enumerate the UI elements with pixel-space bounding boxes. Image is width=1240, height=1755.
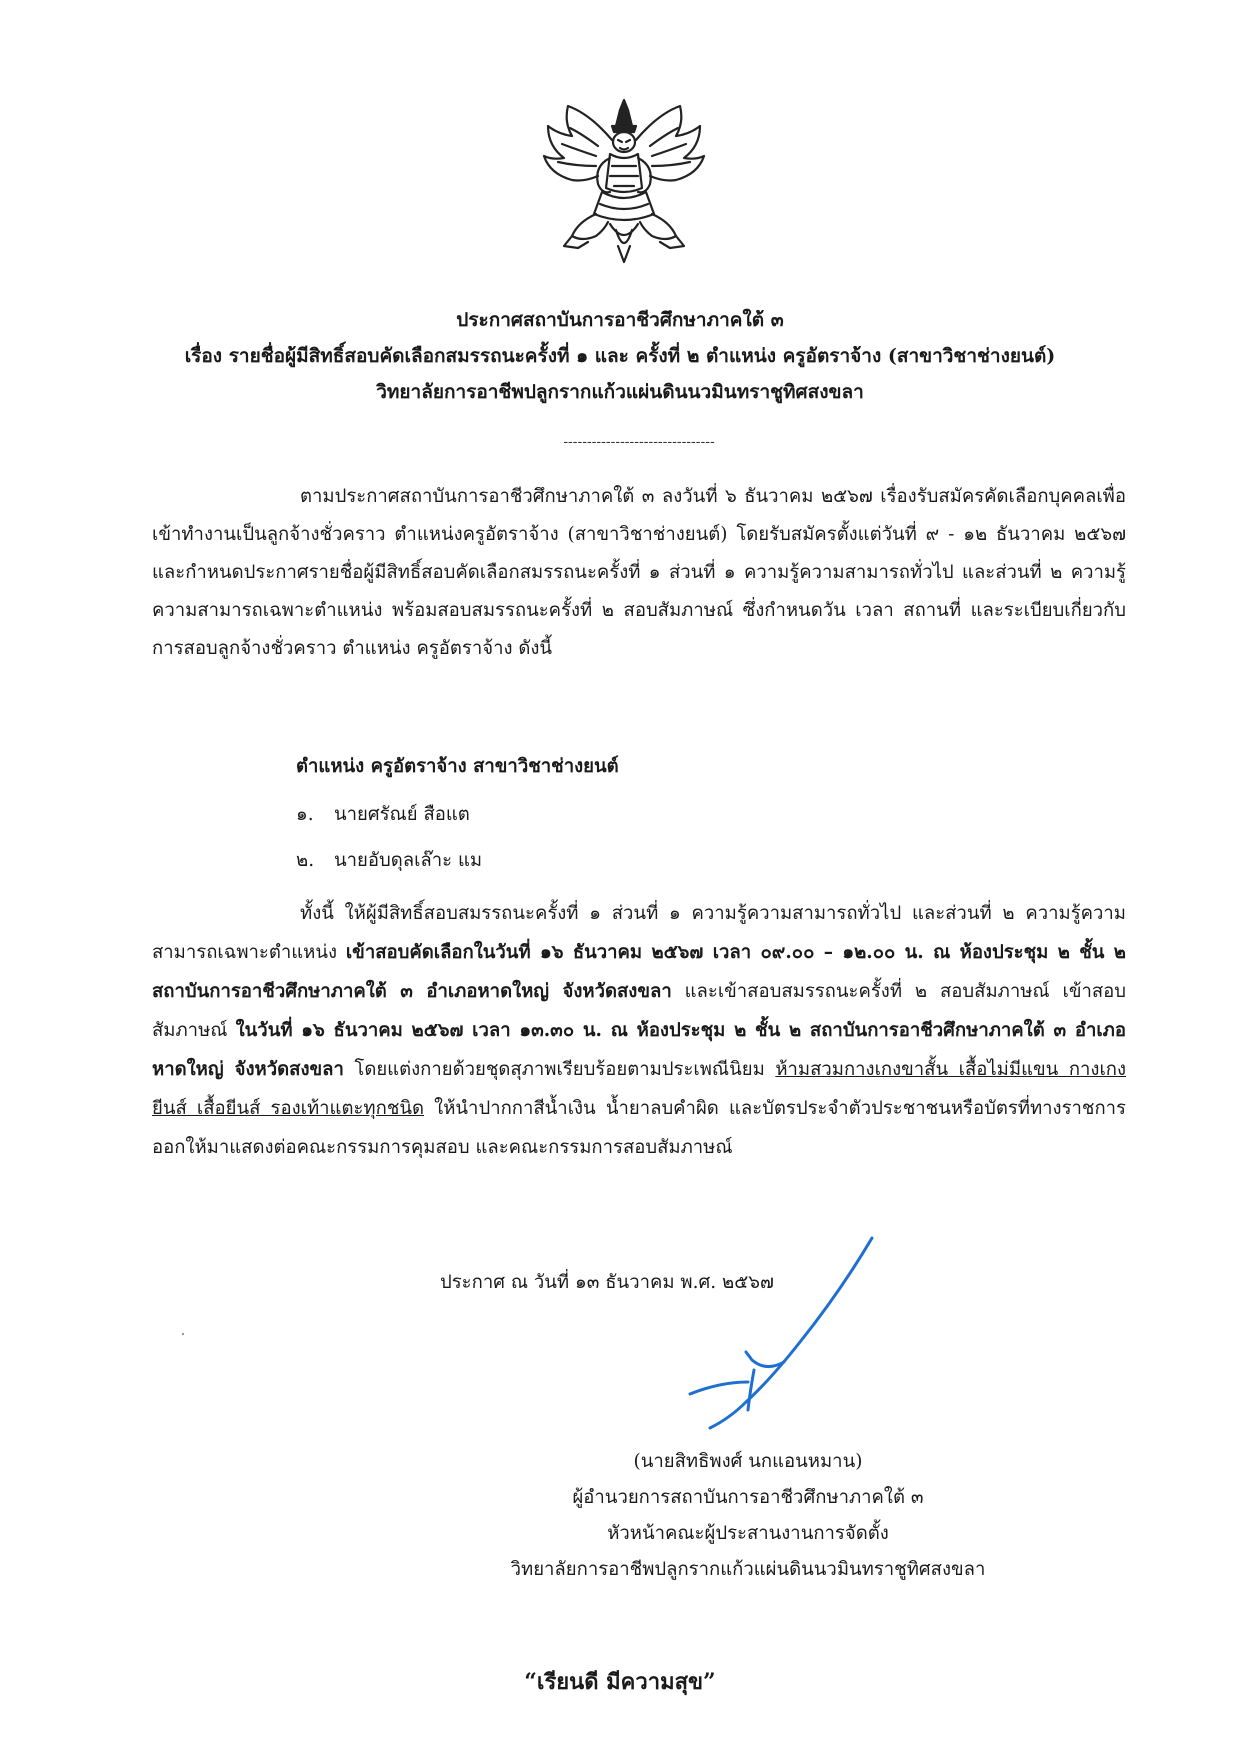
candidate-list	[296, 792, 482, 884]
signer-title-3: วิทยาลัยการอาชีพปลูกรากแก้วแผ่นดินนวมินทราชูทิศสงขลา	[510, 1559, 986, 1580]
dress-code-underlined: ห้ามสวมกางเกงขาสั้น เสื้อไม่มีแขน กางเกงยีนส์ เสื้อยีนส์ รองเท้าแตะทุกชนิด	[152, 1059, 1127, 1119]
signer-title-1: ผู้อำนวยการสถาบันการอาชีวศึกษาภาคใต้ ๓	[572, 1487, 924, 1508]
list-item	[296, 792, 482, 838]
candidate-number: ๒.	[296, 850, 315, 871]
candidate-name: นายศรัณย์ สือแต	[334, 804, 470, 825]
position-title: ตำแหน่ง ครูอัตราจ้าง สาขาวิชาช่างยนต์	[296, 756, 619, 777]
details-paragraph	[152, 894, 1126, 1167]
announcement-header	[120, 302, 1120, 410]
intro-text: ตามประกาศสถาบันการอาชีวศึกษาภาคใต้ ๓ ลงวันที่ ๖ ธันวาคม ๒๕๖๗ เรื่องรับสมัครคัดเลือกบุคคลเพื่อเข้าทำงานเป็นลูกจ้างชั่วคราว ตำแหน่งครูอัตราจ้าง (สาขาวิชาช่างยนต์) โดยรับสมัครตั้งแต่วันที่ ๙ - ๑๒ ธันวาคม ๒๕๖๗ และกำหนดประกาศรายชื่อผู้มีสิทธิ์สอบคัดเลือกสมรรถนะครั้งที่ ๑ ส่วนที่ ๑ ความรู้ความสามารถทั่วไป และส่วนที่ ๒ ความรู้ความสามารถเฉพาะตำแหน่ง พร้อมสอบสมรรถนะครั้งที่ ๒ สอบสัมภาษณ์ ซึ่งกำหนดวัน เวลา สถานที่ และระเบียบเกี่ยวกับการสอบลูกจ้างชั่วคราว ตำแหน่ง ครูอัตราจ้าง ดังนี้	[152, 486, 1126, 659]
signer-name: (นายสิทธิพงศ์ นกแอนหมาน)	[633, 1451, 863, 1472]
garuda-emblem-icon	[538, 96, 710, 264]
intro-paragraph	[152, 478, 1126, 668]
details-text-4: ให้นำปากกาสีน้ำเงิน น้ำยาลบคำผิด และบัตรประจำตัวประชาชนหรือบัตรที่ทางราชการออกให้มาแสดงต่อคณะกรรมการคุมสอบ และคณะกรรมการสอบสัมภาษณ์	[152, 1098, 1126, 1158]
header-line-1: ประกาศสถาบันการอาชีวศึกษาภาคใต้ ๓	[456, 309, 784, 331]
interview-schedule-bold: ในวันที่ ๑๖ ธันวาคม ๒๕๖๗ เวลา ๑๓.๓๐ น. ณ ห้องประชุม ๒ ชั้น ๒ สถาบันการอาชีวศึกษาภาคใต้ ๓ อำเภอหาดใหญ่ จังหวัดสงขลา	[152, 1020, 1126, 1080]
details-text-3: โดยแต่งกายด้วยชุดสุภาพเรียบร้อยตามประเพณีนิยม	[343, 1059, 776, 1080]
scan-speck	[182, 1333, 184, 1335]
signer-block	[448, 1444, 1048, 1588]
candidate-name: นายอับดุลเล๊าะ แม	[334, 850, 483, 871]
details-text-1: ทั้งนี้ ให้ผู้มีสิทธิ์สอบสมรรถนะครั้งที่ ๑ ส่วนที่ ๑ ความรู้ความสามารถทั่วไป และส่วนที่ ๒ ความรู้ความสามารถเฉพาะตำแหน่ง	[152, 903, 1126, 963]
details-text-2: และเข้าสอบสมรรถนะครั้งที่ ๒ สอบสัมภาษณ์ เข้าสอบสัมภาษณ์	[152, 981, 1127, 1041]
candidate-number: ๑.	[296, 804, 314, 825]
header-divider: --------------------------------	[563, 434, 715, 450]
motto: “เรียนดี มีความสุข”	[524, 1669, 716, 1695]
exam-schedule-bold: เข้าสอบคัดเลือกในวันที่ ๑๖ ธันวาคม ๒๕๖๗ เวลา ๐๙.๐๐ – ๑๒.๐๐ น. ณ ห้องประชุม ๒ ชั้น ๒ สถาบันการอาชีวศึกษาภาคใต้ ๓ อำเภอหาดใหญ่ จังหวัดสงขลา	[152, 942, 1127, 1002]
header-line-3: วิทยาลัยการอาชีพปลูกรากแก้วแผ่นดินนวมินทราชูทิศสงขลา	[376, 381, 864, 403]
handwritten-signature	[650, 1232, 890, 1442]
header-line-2: เรื่อง รายชื่อผู้มีสิทธิ์สอบคัดเลือกสมรรถนะครั้งที่ ๑ และ ครั้งที่ ๒ ตำแหน่ง ครูอัตราจ้าง (สาขาวิชาช่างยนต์)	[184, 345, 1056, 367]
details-text	[152, 894, 1126, 1167]
announcement-date: ประกาศ ณ วันที่ ๑๓ ธันวาคม พ.ศ. ๒๕๖๗	[440, 1272, 774, 1293]
signer-title-2: หัวหน้าคณะผู้ประสานงานการจัดตั้ง	[607, 1523, 889, 1544]
list-item	[296, 838, 482, 884]
